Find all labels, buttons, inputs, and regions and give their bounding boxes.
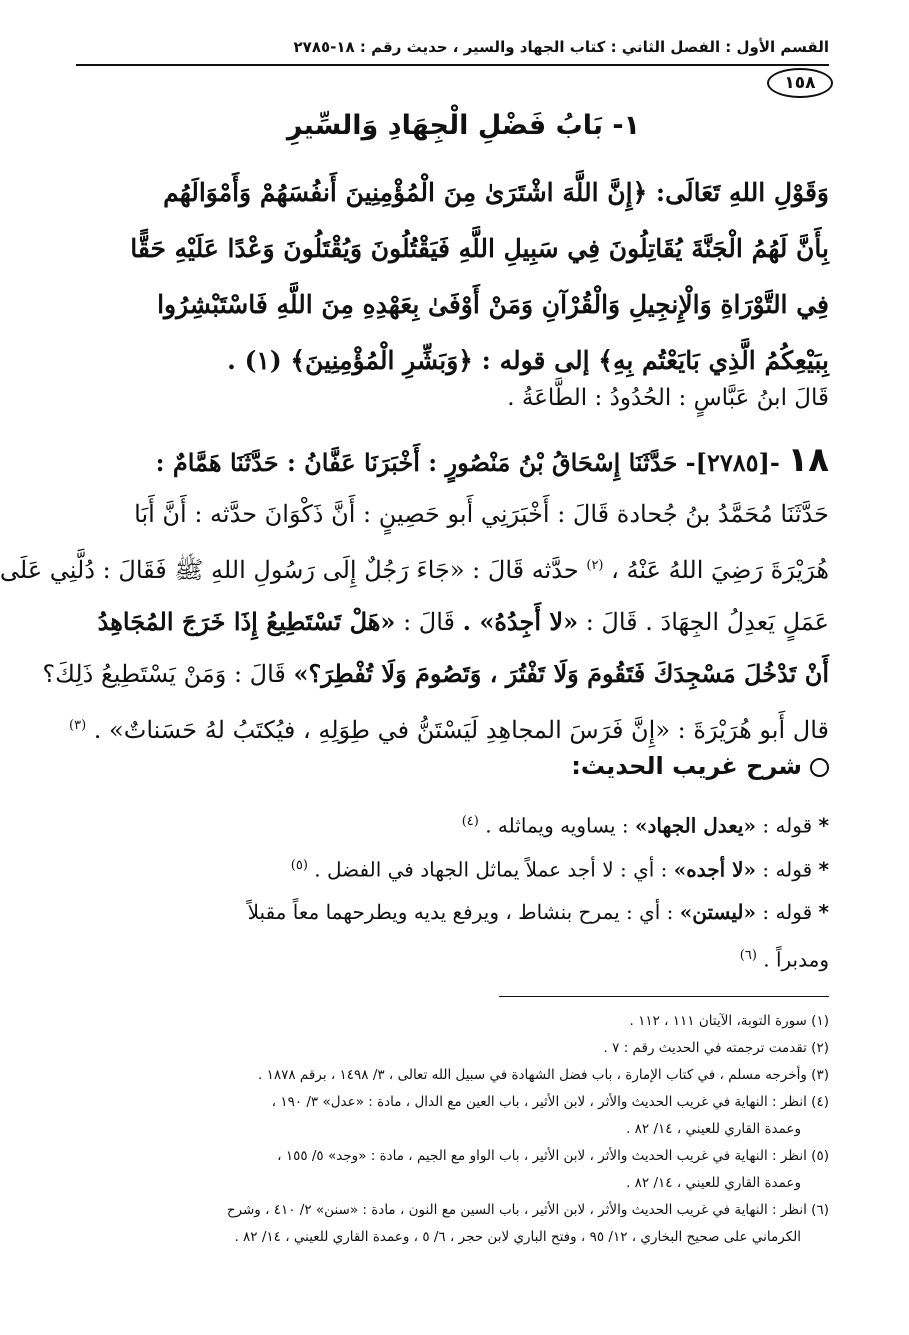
footnote-marker[interactable]: (٦): [739, 948, 757, 963]
verse-line: بِأَنَّ لَهُمُ الْجَنَّةَ يُقَاتِلُونَ فِي سَبِيلِ اللَّهِ فَيَقْتُلُونَ وَيُقْتَلُونَ وَعْدًا عَلَيْهِ حَقًّا: [130, 234, 829, 263]
footnote-continued: الكرماني على صحيح البخاري ، ١٢/ ٩٥ ، وفتح الباري لابن حجر ، ٦/ ٥ ، وعمدة القاري للعيني ، ١٤/ ٨٢ .: [234, 1229, 801, 1245]
footnote-number: (٦): [811, 1202, 829, 1218]
gloss-heading: [571, 752, 829, 780]
footnote: [76, 1197, 829, 1224]
footnote-text: انظر : النهاية في غريب الحديث والأثر ، لابن الأثير ، باب الواو مع الجيم ، مادة : «وجد» ٥/ ١٥٥ ،: [277, 1148, 807, 1164]
gloss-term: «ليستن»: [679, 900, 756, 924]
hadith-line: [69, 700, 829, 756]
hadith-segment: عَمَلٍ يَعدِلُ الجِهَادَ . قَالَ :: [585, 608, 829, 636]
verse-line: فِي التَّوْرَاةِ وَالْإِنجِيلِ وَالْقُرْآنِ وَمَنْ أَوْفَىٰ بِعَهْدِهِ مِنَ اللَّهِ فَاسْتَبْشِرُوا: [157, 290, 829, 319]
hadith-segment: قال أَبو هُرَيْرَةَ : «إِنَّ فَرَسَ المجاهِدِ لَيَسْتَنُّ في طِوَلِهِ ، فيُكتَبُ لهُ حَسَناتٌ» .: [93, 716, 829, 744]
prophet-speech: «هَلْ تَسْتَطِيعُ إِذَا خَرَجَ المُجَاهِدُ: [97, 607, 396, 636]
footnote-number: (١): [811, 1013, 829, 1029]
gloss-item: [88, 844, 829, 892]
footnote-continued: وعمدة القاري للعيني ، ١٤/ ٨٢ .: [626, 1175, 801, 1191]
footnote-marker[interactable]: (٤): [461, 814, 479, 829]
gloss-item: [88, 890, 829, 982]
footnote-number: (٢): [811, 1040, 829, 1056]
footnote-number: (٥): [811, 1148, 829, 1164]
footnote-continued: وعمدة القاري للعيني ، ١٤/ ٨٢ .: [626, 1121, 801, 1137]
footnote-text: تقدمت ترجمته في الحديث رقم : ٧ .: [603, 1040, 807, 1056]
ibn-abbas-quote: قَالَ ابنُ عَبَّاسٍ : الحُدُودُ : الطَّاعَةُ .: [507, 385, 829, 411]
gloss-text: : أي : لا أجد عملاً يماثل الجهاد في الفضل .: [314, 857, 668, 882]
footnote-number: (٣): [811, 1067, 829, 1083]
chapter-title: ١- بَابُ فَضْلِ الْجِهَادِ وَالسِّيرِ: [286, 110, 641, 141]
footnote-text: وأخرجه مسلم ، في كتاب الإمارة ، باب فضل الشهادة في سبيل الله تعالى ، ٣/ ١٤٩٨ ، برقم ١٨٧٨ .: [258, 1067, 807, 1083]
gloss-lead: قوله :: [762, 857, 813, 882]
hadith-segment: حدَّثه قَالَ : «جَاءَ رَجُلٌ إِلَى رَسُولِ اللهِ ﷺ فَقَالَ : دُلَّنِي عَلَى: [0, 556, 579, 584]
footnote-text: سورة التوبة، الآيتان ١١١ ، ١١٢ .: [629, 1013, 807, 1029]
prophet-speech: أَنْ تَدْخُلَ مَسْجِدَكَ فَتَقُومَ وَلَا تَفْتُرَ ، وَتَصُومَ وَلَا تُفْطِرَ؟»: [293, 659, 829, 688]
gloss-text: : أي : يمرح بنشاط ، ويرفع يديه ويطرحهما معاً مقبلاً: [247, 900, 674, 924]
quran-verse: [88, 165, 829, 389]
footnote: [76, 1089, 829, 1116]
gloss-text: : يساويه ويماثله .: [485, 813, 629, 838]
hadith-line: [0, 540, 829, 596]
gloss-lead: قوله :: [762, 813, 813, 838]
page-number-badge: ١٥٨: [767, 68, 833, 98]
hadith-segment: هُرَيْرَةَ رَضِيَ اللهُ عَنْهُ ،: [611, 556, 829, 584]
asterisk-icon: *: [818, 900, 829, 924]
footnote-number: (٤): [811, 1094, 829, 1110]
circle-bullet-icon: [810, 758, 829, 777]
prophet-speech: «لا أَجِدُهُ» .: [462, 607, 579, 636]
footnote-separator: [499, 996, 829, 997]
asterisk-icon: *: [818, 857, 829, 882]
hadith-segment: قَالَ : وَمَنْ يَسْتَطِيعُ ذَلِكَ؟: [42, 660, 286, 688]
gloss-item: [88, 800, 829, 848]
gloss-term: «يعدل الجهاد»: [635, 813, 756, 838]
hadith-number: ١٨: [787, 440, 829, 480]
hadith-segment: قَالَ :: [403, 608, 455, 636]
isnad-start: -[٢٧٨٥]- حَدَّثَنَا إِسْحَاقُ بْنُ مَنْصُورٍ : أَخْبَرَنَا عَفَّانُ : حَدَّثَنَا هَمَّامٌ :: [155, 448, 780, 477]
hadith-line: حَدَّثَنَا مُحَمَّدُ بنُ جُحادة قَالَ : أَخْبَرَنِي أَبو حَصِينٍ : أَنَّ ذَكْوَانَ حدَّثه : أَنَّ أَبَا: [134, 500, 829, 528]
footnote: [76, 1035, 829, 1062]
hadith-line: [42, 648, 829, 700]
verse-line: وَقَوْلِ اللهِ تَعَالَى: ﴿إِنَّ اللَّهَ اشْتَرَىٰ مِنَ الْمُؤْمِنِينَ أَنفُسَهُمْ وَأَمْوَالَهُم: [163, 178, 829, 207]
footnote: [76, 1062, 829, 1089]
footnote-text: انظر : النهاية في غريب الحديث والأثر ، لابن الأثير ، باب السين مع النون ، مادة : «سنن» ٢/ ٤١٠ ، وشرح: [226, 1202, 807, 1218]
running-header: القسم الأول : الفصل الثاني : كتاب الجهاد والسير ، حديث رقم : ١٨-٢٧٨٥: [293, 38, 829, 56]
footnote-marker[interactable]: (٣): [69, 718, 87, 733]
gloss-text-continued: ومدبراً .: [763, 947, 829, 972]
footnote-text: انظر : النهاية في غريب الحديث والأثر ، لابن الأثير ، باب العين مع الدال ، مادة : «عدل» ٣/ ١٩٠ ،: [271, 1094, 807, 1110]
header-rule: [76, 64, 829, 66]
hadith-text: [0, 435, 829, 756]
footnote: [76, 1008, 829, 1035]
footnote: [76, 1143, 829, 1170]
footnote-marker[interactable]: (٢): [586, 558, 604, 573]
asterisk-icon: *: [818, 813, 829, 838]
footnote-marker[interactable]: (٥): [290, 858, 308, 873]
gloss-heading-text: شرح غريب الحديث:: [571, 752, 802, 780]
gloss-term: «لا أجده»: [673, 857, 756, 882]
hadith-line: [88, 435, 829, 489]
verse-line: بِبَيْعِكُمُ الَّذِي بَايَعْتُم بِهِ﴾ إلى قوله : ﴿وَبَشِّرِ الْمُؤْمِنِينَ﴾ (١) .: [227, 346, 829, 375]
footnotes: [76, 1008, 829, 1251]
hadith-line: [88, 596, 829, 648]
gloss-lead: قوله :: [762, 900, 813, 924]
